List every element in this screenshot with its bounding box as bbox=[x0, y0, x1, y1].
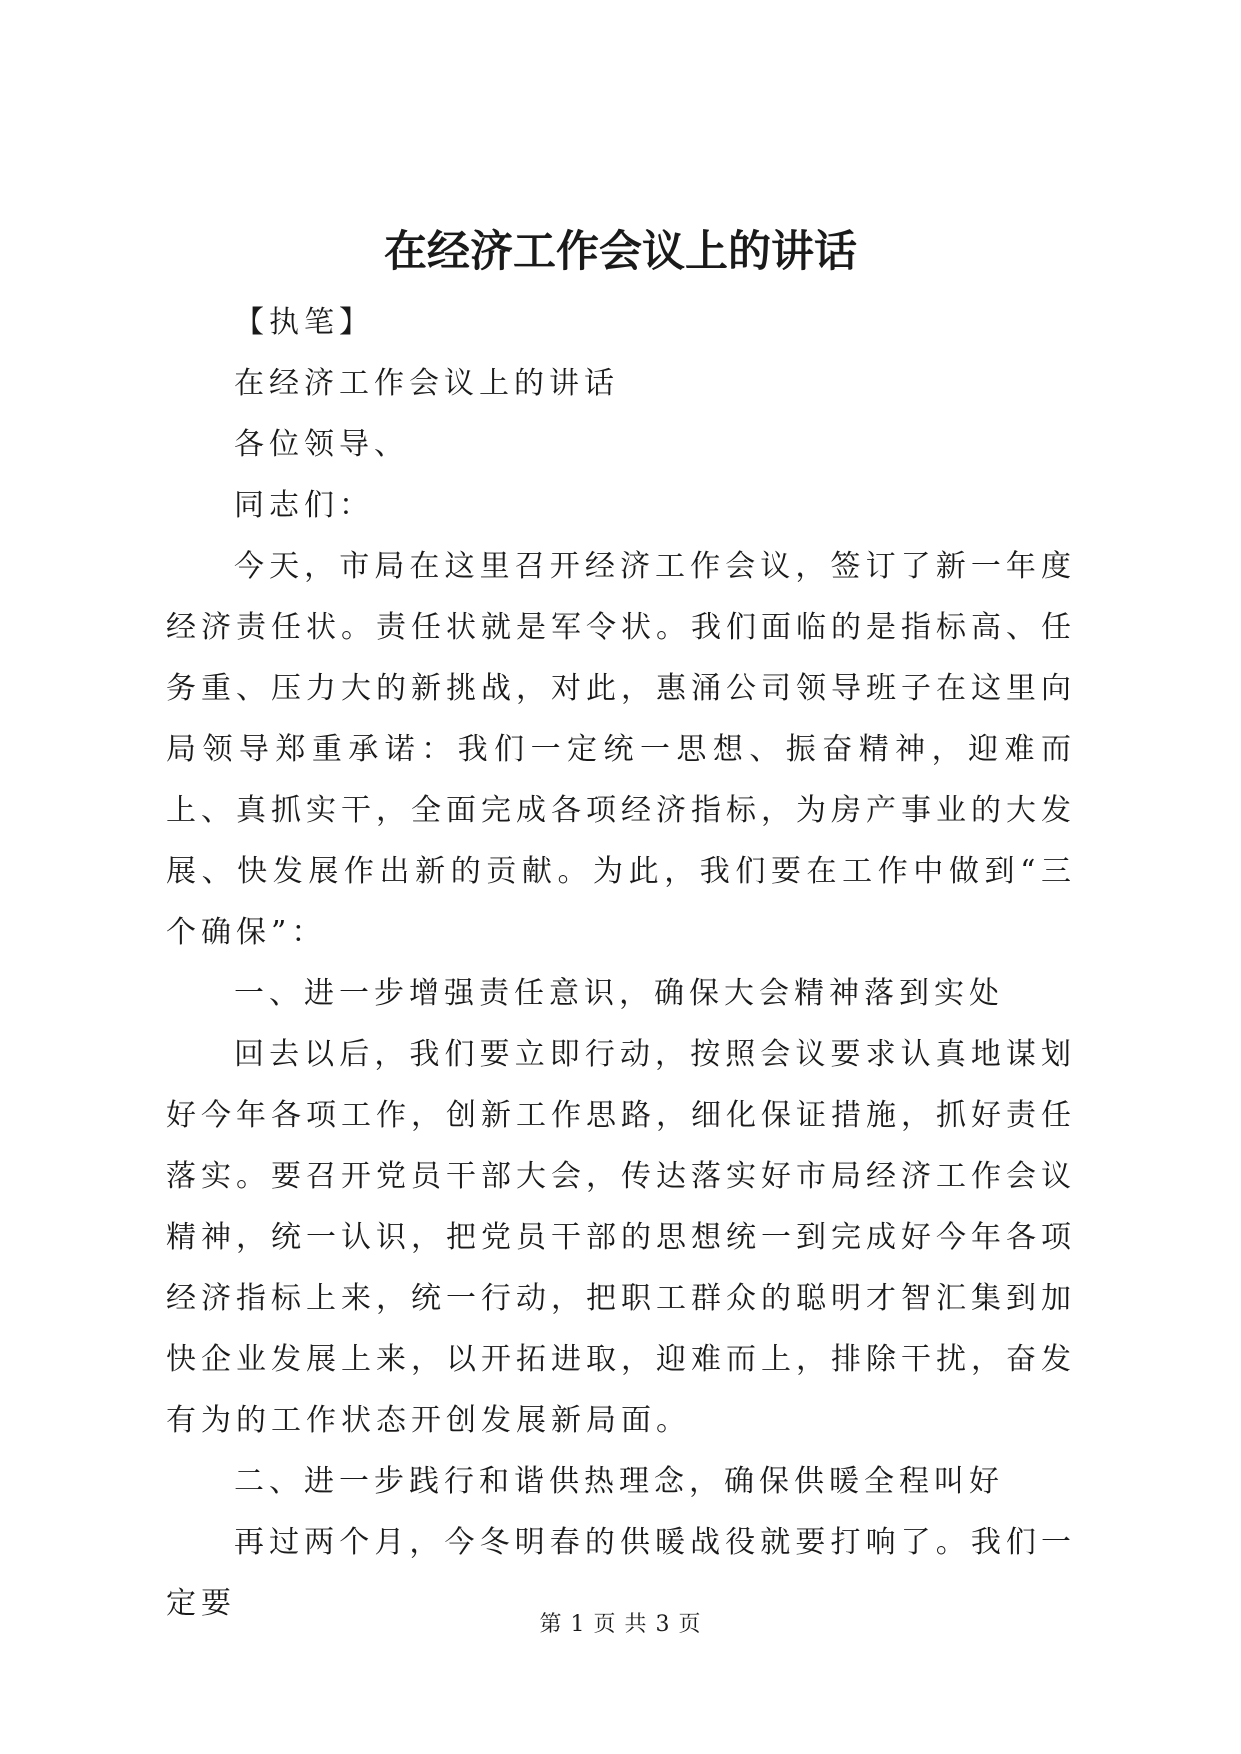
paragraph-salutation-1: 各位领导、 bbox=[234, 427, 409, 462]
document-body bbox=[166, 292, 1076, 1634]
paragraph-author: 【执笔】 bbox=[234, 305, 374, 340]
document-title: 在经济工作会议上的讲话 bbox=[384, 227, 857, 277]
paragraph-intro: 今天，市局在这里召开经济工作会议，签订了新一年度经济责任状。责任状就是军令状。我们面临的是指标高、任务重、压力大的新挑战，对此，惠涌公司领导班子在这里向局领导郑重承诺：我们一定统一思想、振奋精神，迎难而上、真抓实干，全面完成各项经济指标，为房产事业的大发展、快发展作出新的贡献。为此，我们要在工作中做到“三个确保”： bbox=[166, 549, 1076, 950]
section-heading-1: 一、进一步增强责任意识，确保大会精神落到实处 bbox=[234, 976, 1004, 1011]
paragraph-salutation-2: 同志们： bbox=[234, 488, 374, 523]
paragraph-subtitle: 在经济工作会议上的讲话 bbox=[234, 366, 619, 401]
paragraph-section-1: 回去以后，我们要立即行动，按照会议要求认真地谋划好今年各项工作，创新工作思路，细化保证措施，抓好责任落实。要召开党员干部大会，传达落实好市局经济工作会议精神，统一认识，把党员干部的思想统一到完成好今年各项经济指标上来，统一行动，把职工群众的聪明才智汇集到加快企业发展上来，以开拓进取，迎难而上，排除干扰，奋发有为的工作状态开创发展新局面。 bbox=[166, 1037, 1076, 1438]
paragraph-section-2: 再过两个月，今冬明春的供暖战役就要打响了。我们一定要 bbox=[166, 1525, 1076, 1621]
page-number-footer: 第 1 页 共 3 页 bbox=[539, 1612, 702, 1637]
section-heading-2: 二、进一步践行和谐供热理念，确保供暖全程叫好 bbox=[234, 1464, 1004, 1499]
